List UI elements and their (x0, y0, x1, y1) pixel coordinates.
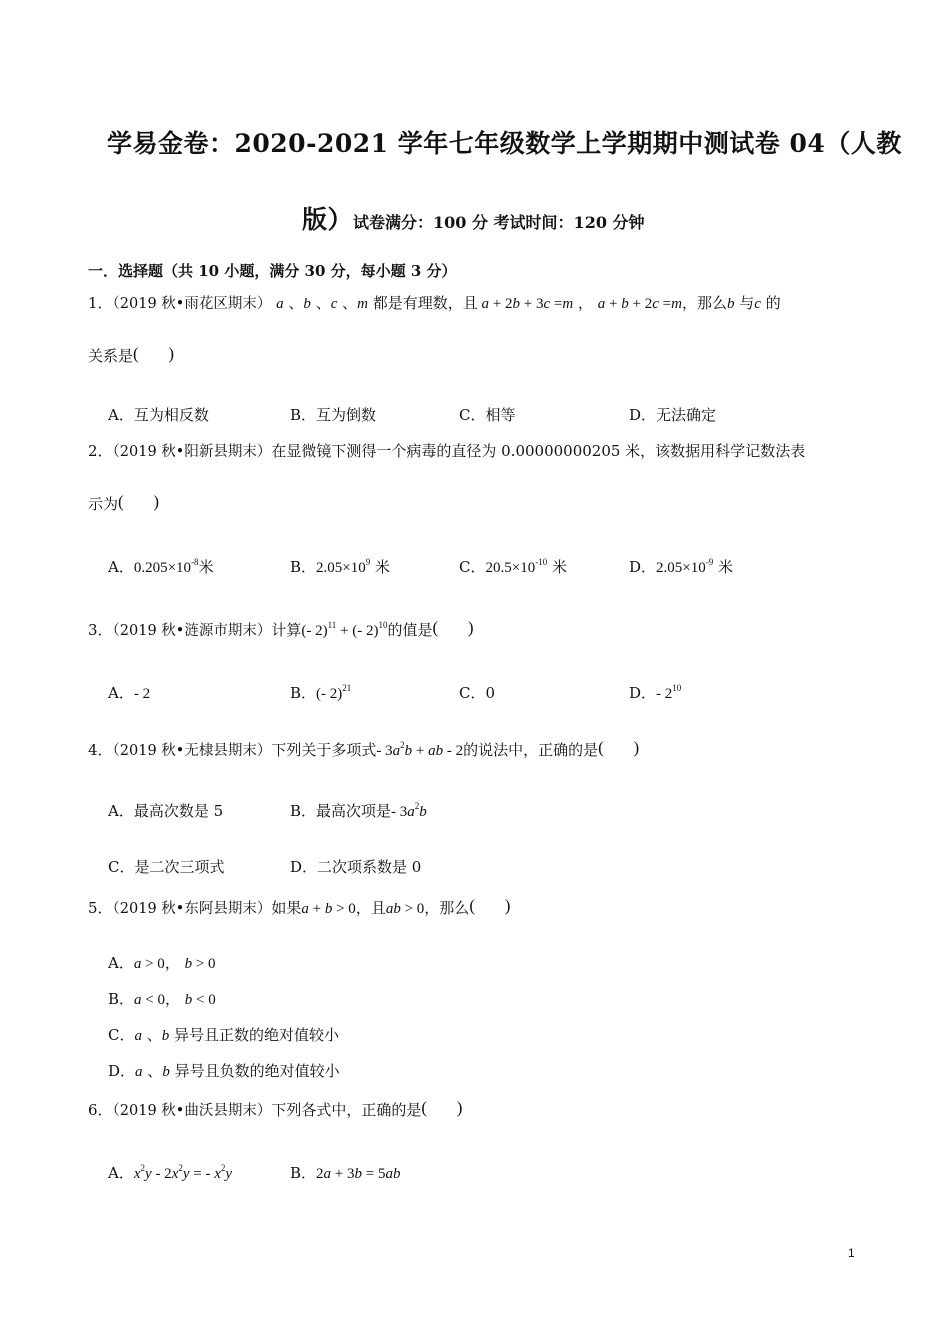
q5-option-a: A．a > 0， b > 0 (108, 954, 216, 972)
page-number: 1 (848, 1246, 855, 1260)
q2-option-c: C．$20.5\times 10^{-10}$ 米 (459, 557, 567, 576)
q5-option-b: B．a < 0， b < 0 (108, 990, 216, 1008)
question-4: 4．（2019 秋•无棣县期末）下列关于多项式- $3a^2b$ + ab - 2的说法中，正确的是( ) (88, 738, 640, 759)
question-6: 6．（2019 秋•曲沃县期末）下列各式中，正确的是( ) (88, 1098, 463, 1119)
q2-option-a: A．$0.205\times 10^{-8}$米 (108, 557, 214, 576)
question-source: （2019 秋•雨花区期末） (112, 296, 272, 312)
q1-option-c: C．相等 (459, 406, 516, 424)
formula-eq1: a + 2b + 3c =m (477, 296, 574, 312)
question-2-line2: 示为( ) (88, 492, 160, 513)
q2-option-d: D．$2.05\times 10^{-9}$ 米 (629, 557, 734, 576)
question-2: 2．（2019 秋•阳新县期末）在显微镜下测得一个病毒的直径为 0.00000000205 米，该数据用科学记数法表 (88, 442, 806, 460)
question-number: 1． (88, 294, 113, 312)
q3-option-d: D．- $2^{10}$ (629, 683, 682, 702)
page-title: 学易金卷：2020-2021 学年七年级数学上学期期中测试卷 04（人教 (107, 129, 902, 158)
q1-option-a: A．互为相反数 (108, 406, 209, 424)
formula-eq2: a + b + 2c =m (597, 296, 682, 312)
question-5: 5．（2019 秋•东阿县期末）如果a + b > 0，且ab > 0，那么( ) (88, 896, 511, 917)
question-3: 3．（2019 秋•涟源市期末）计算(- 2)$^{11}$ + (- 2)$^{10}$的值是( ) (88, 618, 474, 639)
q3-option-b: B．(- 2)$^{21}$ (290, 683, 352, 702)
q6-option-a: A．$x^2y - 2x^2y$ = - $x^2y$ (108, 1163, 233, 1182)
q1-option-b: B．互为倒数 (290, 406, 377, 424)
formula-sum: (- 2)$^{11}$ + (- 2)$^{10}$ (301, 620, 388, 639)
question-1: 1．（2019 秋•雨花区期末） a 、b 、c 、m 都是有理数，且 a + 2b + 3c =m ， a + b + 2c =m，那么b 与c 的 (88, 294, 781, 312)
formula-poly: - $3a^2b$ + ab - 2 (376, 740, 464, 759)
q4-option-b: B．最高次项是- $3a^2b$ (290, 801, 427, 820)
section-heading: 一．选择题（共 10 小题，满分 30 分，每小题 3 分） (88, 262, 457, 280)
exam-info: 试卷满分：100 分 考试时间：120 分钟 (353, 213, 645, 232)
q6-option-b: B．2a + 3b = 5ab (290, 1164, 401, 1182)
page-title-line2 (302, 200, 645, 236)
q4-option-c: C．是二次三项式 (108, 858, 225, 876)
q3-option-a: A．- 2 (108, 684, 151, 702)
q5-option-d: D．a 、b 异号且负数的绝对值较小 (108, 1062, 340, 1080)
q5-option-c: C．a 、b 异号且正数的绝对值较小 (108, 1026, 340, 1044)
q1-option-d: D．无法确定 (629, 406, 717, 424)
q3-option-c: C．0 (459, 684, 496, 702)
page-title-edition: 版） (302, 205, 354, 234)
q4-option-a: A．最高次数是 5 (108, 802, 224, 820)
formula-vars: a (276, 296, 284, 312)
question-1-line2: 关系是( ) (88, 344, 175, 365)
q4-option-d: D．二次项系数是 0 (290, 858, 422, 876)
q2-option-b: B．$2.05\times 10^9$ 米 (290, 557, 391, 576)
